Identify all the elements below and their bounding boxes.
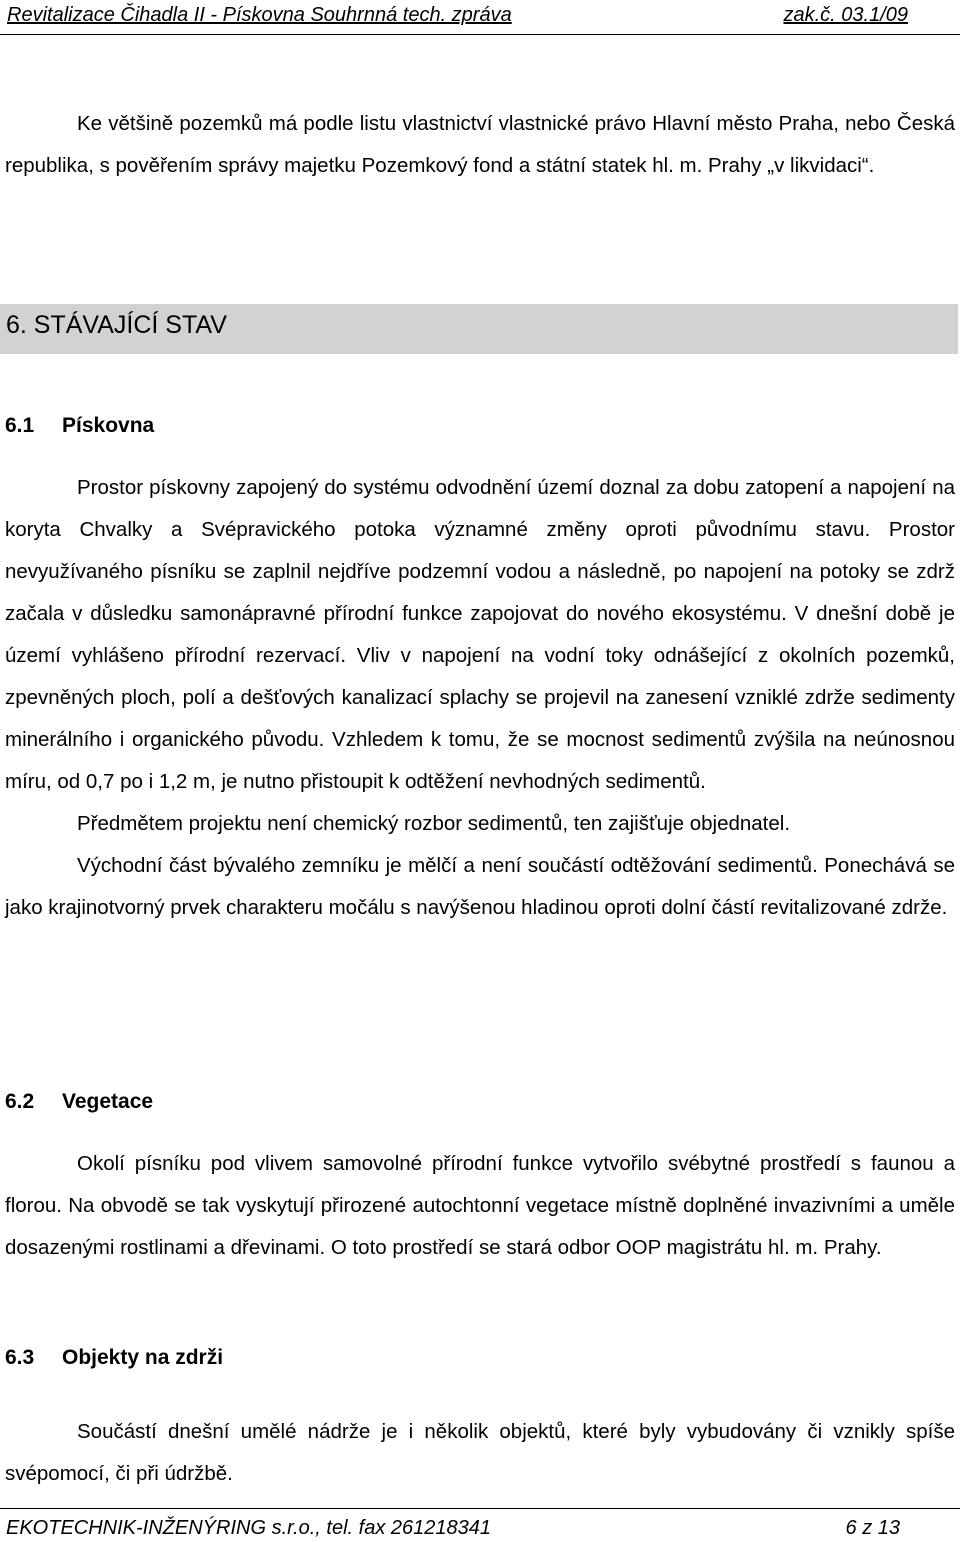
subsection-6-3-body [5, 1411, 955, 1495]
paragraph: Prostor pískovny zapojený do systému odvodnění území doznal za dobu zatopení a napojení na koryta Chvalky a Svépravického potoka významné změny oproti původnímu stavu. Prostor nevyužívaného písníku se zaplnil nejdříve podzemní vodou a následně, po napojení na potoky se zdrž začala v důsledku samonápravné přírodní funkce zapojovat do nového ekosystému. V dnešní době je území vyhlášeno přírodní rezervací. Vliv v napojení na vodní toky odnášející z okolních pozemků, zpevněných ploch, polí a dešťových kanalizací splachy se projevil na zanesení vzniklé zdrže sedimenty minerálního i organického původu. Vzhledem k tomu, že se mocnost sedimentů zvýšila na neúnosnou míru, od 0,7 po i 1,2 m, je nutno přistoupit k odtěžení nevhodných sedimentů. [5, 476, 955, 793]
subsection-6-2-heading [5, 1087, 153, 1117]
page-number: 6 z 13 [845, 1517, 900, 1539]
document-title: Revitalizace Čihadla II - Pískovna Souhrnná tech. zpráva [7, 4, 512, 26]
paragraph: Součástí dnešní umělé nádrže je i několik objektů, které byly vybudovány či vznikly spíše svépomocí, či při údržbě. [5, 1420, 955, 1485]
subsection-6-1-heading [5, 411, 154, 441]
subsection-title: Objekty na zdrži [62, 1346, 224, 1369]
subsection-number: 6.3 [5, 1346, 35, 1369]
subsection-number: 6.1 [5, 414, 35, 437]
paragraph: Okolí písníku pod vlivem samovolné přírodní funkce vytvořilo svébytné prostředí s faunou a florou. Na obvodě se tak vyskytují přirozené autochtonní vegetace místně doplněné invazivními a uměle dosazenými rostlinami a dřevinami. O toto prostředí se stará odbor OOP magistrátu hl. m. Prahy. [5, 1152, 955, 1259]
contract-number: zak.č. 03.1/09 [783, 4, 908, 26]
subsection-number: 6.2 [5, 1090, 35, 1113]
section-6-heading [0, 304, 958, 354]
company-contact: EKOTECHNIK-INŽENÝRING s.r.o., tel. fax 261218341 [6, 1517, 491, 1539]
subsection-6-1-body [5, 467, 955, 929]
section-6-title: 6. STÁVAJÍCÍ STAV [6, 311, 227, 339]
subsection-6-2-body [5, 1143, 955, 1269]
intro-block [5, 103, 955, 187]
page-header [0, 0, 960, 35]
page-footer [0, 1508, 960, 1542]
paragraph: Předmětem projektu není chemický rozbor sedimentů, ten zajišťuje objednatel. [77, 812, 791, 835]
paragraph: Východní část bývalého zemníku je mělčí a není součástí odtěžování sedimentů. Ponechává se jako krajinotvorný prvek charakteru močálu s navýšenou hladinou oproti dolní částí revitalizované zdrže. [5, 854, 955, 919]
intro-paragraph: Ke většině pozemků má podle listu vlastnictví vlastnické právo Hlavní město Praha, nebo Česká republika, s pověřením správy majetku Pozemkový fond a státní statek hl. m. Prahy „v likvidaci“. [5, 112, 955, 177]
subsection-title: Vegetace [62, 1090, 154, 1113]
subsection-title: Pískovna [62, 414, 155, 437]
subsection-6-3-heading [5, 1343, 223, 1373]
